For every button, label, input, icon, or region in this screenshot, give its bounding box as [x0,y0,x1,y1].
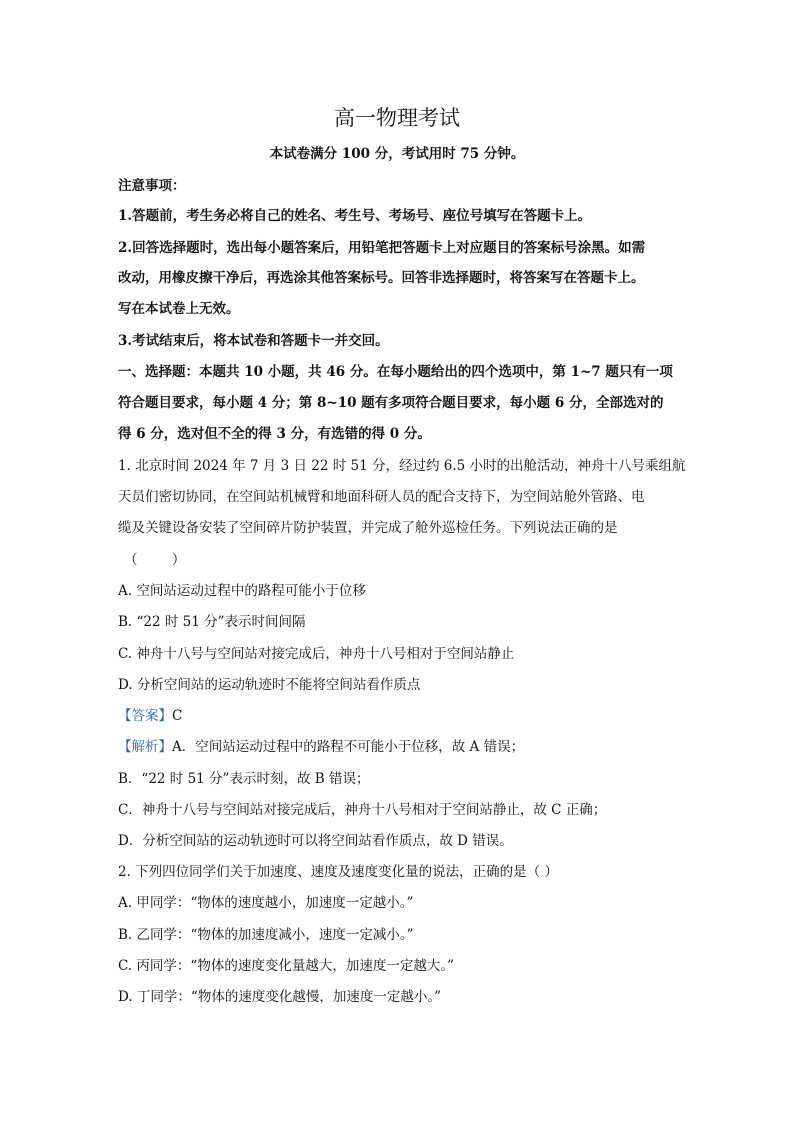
q1-analysis-c: C．神舟十八号与空间站对接完成后，神舟十八号相对于空间站静止，故 C 正确； [118,802,607,818]
q2-stem: 2. 下列四位同学们关于加速度、速度及速度变化量的说法，正确的是（ ） [118,864,558,880]
q1-analysis-d: D．分析空间站的运动轨迹时可以将空间站看作质点，故 D 错误。 [118,833,513,849]
answer-tag: 【答案】 [118,708,172,724]
section-1-line-3: 得 6 分，选对但不全的得 3 分，有选错的得 0 分。 [118,426,431,442]
section-1-line-1: 一、选择题：本题共 10 小题，共 46 分。在每小题给出的四个选项中，第 1~7 题只有一项 [118,364,673,380]
notes-item-1: 1.答题前，考生务必将自己的姓名、考生号、考场号、座位号填写在答题卡上。 [118,208,592,224]
q1-stem-line-1: 1. 北京时间 2024 年 7 月 3 日 22 时 51 分，经过约 6.5 小时的出舱活动，神舟十八号乘组航 [118,458,686,474]
q1-option-b: B. “22 时 51 分”表示时间间隔 [118,614,306,630]
notes-item-3: 3.考试结束后，将本试卷和答题卡一并交回。 [118,333,389,349]
q2-option-c: C. 丙同学：“物体的速度变化量越大，加速度一定越大。” [118,958,454,974]
notes-item-2-line-2: 改动，用橡皮擦干净后，再选涂其他答案标号。回答非选择题时，将答案写在答题卡上。 [118,270,645,286]
section-1-line-2: 符合题目要求，每小题 4 分；第 8~10 题有多项符合题目要求，每小题 6 分，全部选对的 [118,395,664,411]
exam-subtitle: 本试卷满分 100 分，考试用时 75 分钟。 [269,146,525,162]
q2-option-d: D. 丁同学：“物体的速度变化越慢，加速度一定越小。” [118,989,441,1005]
q1-analysis-a [118,738,698,756]
q2-option-a: A. 甲同学：“物体的速度越小，加速度一定越小。” [118,895,414,911]
analysis-tag: 【解析】 [118,739,172,755]
q1-option-d: D. 分析空间站的运动轨迹时不能将空间站看作质点 [118,677,421,693]
notes-heading: 注意事项： [118,178,186,194]
q2-option-b: B. 乙同学：“物体的加速度减小，速度一定减小。” [118,927,414,943]
q1-analysis-b: B．“22 时 51 分”表示时刻，故 B 错误； [118,771,370,787]
answer-value: C [172,708,183,724]
q1-answer-bracket: （ ） [124,552,186,568]
analysis-a-text: A．空间站运动过程中的路程不可能小于位移，故 A 错误； [172,739,525,755]
page-title: 高一物理考试 [334,106,460,130]
q1-option-c: C. 神舟十八号与空间站对接完成后，神舟十八号相对于空间站静止 [118,646,515,662]
q1-stem-line-3: 缆及关键设备安装了空间碎片防护装置，并完成了舱外巡检任务。下列说法正确的是 [118,520,618,536]
q1-stem-line-2: 天员们密切协同，在空间站机械臂和地面科研人员的配合支持下，为空间站舱外管路、电 [118,489,645,505]
notes-item-2-line-1: 2.回答选择题时，选出每小题答案后，用铅笔把答题卡上对应题目的答案标号涂黑。如需 [118,240,646,256]
q1-answer [118,707,698,725]
q1-option-a: A. 空间站运动过程中的路程可能小于位移 [118,583,366,599]
notes-item-2-line-3: 写在本试卷上无效。 [118,301,240,317]
